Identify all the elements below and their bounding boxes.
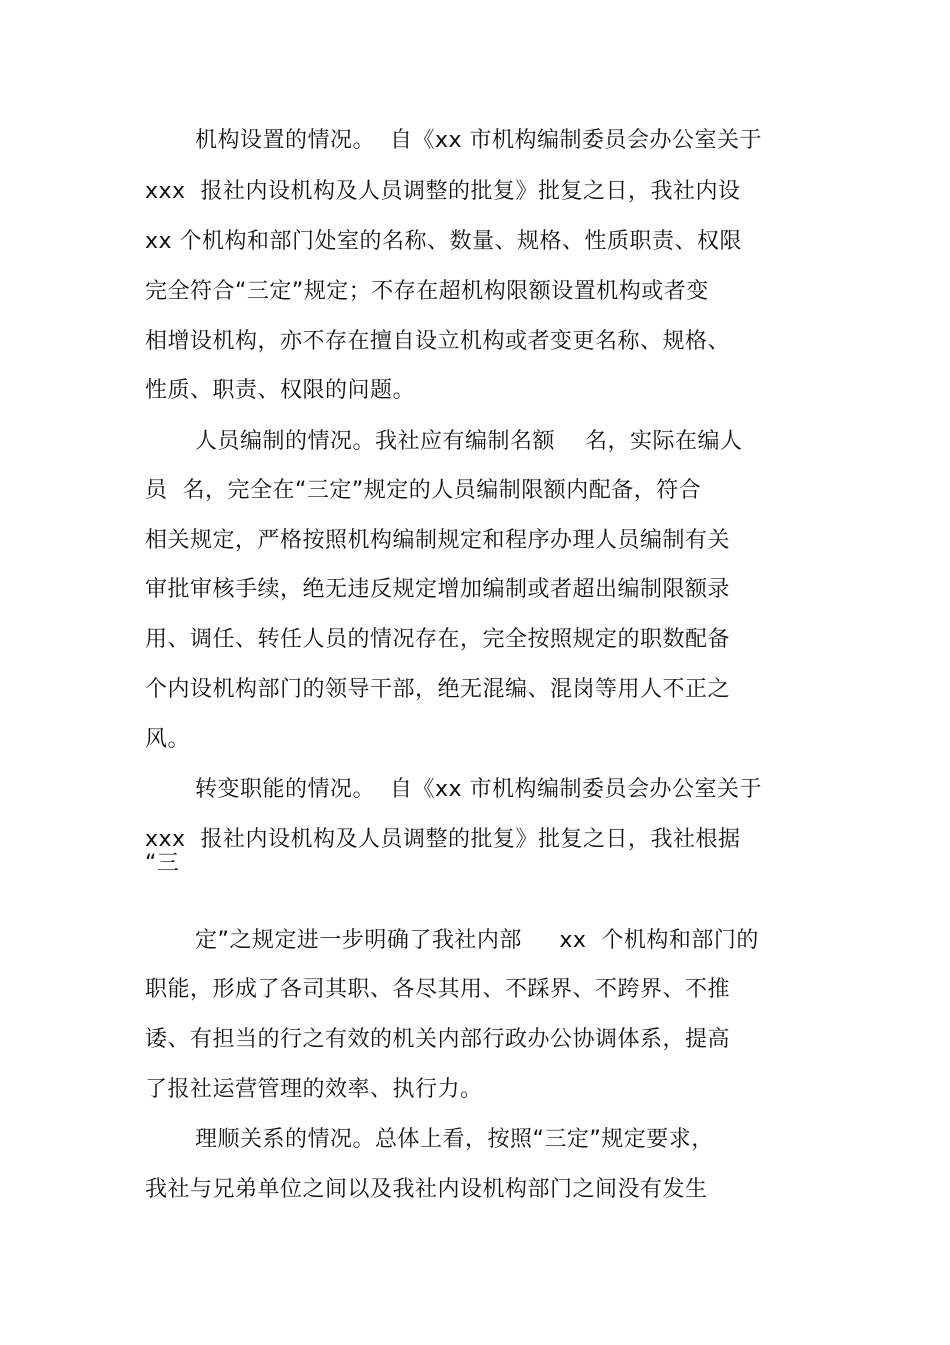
- paragraph-5-line-1: 理顺关系的情况。总体上看，按照“三定”规定要求，: [195, 1127, 714, 1152]
- paragraph-2-line-2: 员 名，完全在“三定”规定的人员编制限额内配备，符合: [145, 478, 702, 503]
- paragraph-2-line-1: 人员编制的情况。我社应有编制名额 名，实际在编人: [195, 429, 743, 454]
- paragraph-4-line-1: 定”之规定进一步明确了我社内部 xx 个机构和部门的: [195, 928, 759, 953]
- paragraph-3-line-1: 转变职能的情况。 自《xx 市机构编制委员会办公室关于: [195, 777, 763, 802]
- paragraph-1-line-1: 机构设置的情况。 自《xx 市机构编制委员会办公室关于: [195, 128, 763, 153]
- paragraph-2-line-6: 个内设机构部门的领导干部，绝无混编、混岗等用人不正之: [145, 677, 731, 702]
- paragraph-2-line-5: 用、调任、转任人员的情况存在，完全按照规定的职数配备: [145, 627, 731, 652]
- paragraph-3-line-2: xxx 报社内设机构及人员调整的批复》批复之日，我社根据: [145, 827, 741, 852]
- paragraph-1-line-2: xxx 报社内设机构及人员调整的批复》批复之日，我社内设: [145, 179, 741, 204]
- paragraph-4-line-3: 诿、有担当的行之有效的机关内部行政办公协调体系，提高: [145, 1027, 731, 1052]
- paragraph-4-line-4: 了报社运营管理的效率、执行力。: [145, 1077, 483, 1102]
- paragraph-2-line-7: 风。: [145, 727, 191, 752]
- paragraph-2-line-3: 相关规定，严格按照机构编制规定和程序办理人员编制有关: [145, 528, 731, 553]
- paragraph-1-line-6: 性质、职责、权限的问题。: [145, 378, 416, 403]
- paragraph-4-line-2: 职能，形成了各司其职、各尽其用、不踩界、不跨界、不推: [145, 977, 731, 1002]
- paragraph-1-line-5: 相增设机构，亦不存在擅自设立机构或者变更名称、规格、: [145, 329, 731, 354]
- paragraph-2-line-4: 审批审核手续，绝无违反规定增加编制或者超出编制限额录: [145, 577, 731, 602]
- paragraph-5-line-2: 我社与兄弟单位之间以及我社内设机构部门之间没有发生: [145, 1177, 708, 1202]
- paragraph-3-line-3: “三: [145, 851, 180, 876]
- paragraph-1-line-4: 完全符合“三定”规定；不存在超机构限额设置机构或者变: [145, 279, 709, 304]
- paragraph-1-line-3: xx 个机构和部门处室的名称、数量、规格、性质职责、权限: [145, 229, 743, 254]
